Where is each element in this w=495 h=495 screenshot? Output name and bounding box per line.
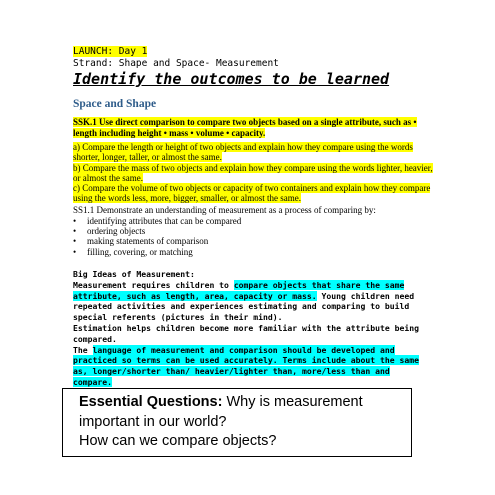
- paragraph-text: The: [73, 344, 93, 355]
- question-text: Why is measurement important in our world?: [79, 394, 363, 430]
- list-item-text: making statements of comparison: [87, 236, 209, 247]
- big-ideas-paragraph-3: [73, 345, 423, 388]
- ss11-bullet-list: [73, 216, 433, 258]
- highlighted-text: language of measurement and comparison should be developed and practiced so terms can be used accurately. Terms include about the same as, longer/shorter than/ heavier/lighter than, more/less than and compare.: [73, 344, 419, 387]
- essential-question-2: How can we compare objects?: [79, 433, 277, 449]
- section-title: Space and Shape: [73, 98, 157, 110]
- essential-question-1: [79, 393, 409, 432]
- list-item-text: identifying attributes that can be compared: [87, 215, 242, 226]
- big-ideas-heading: Big Ideas of Measurement:: [73, 269, 195, 279]
- ssk1-indicator: [73, 163, 433, 184]
- strand-label: Strand: Shape and Space- Measurement: [73, 58, 279, 69]
- essential-questions-label: Essential Questions:: [79, 394, 223, 410]
- launch-text: LAUNCH: Day 1: [73, 46, 148, 57]
- essential-questions: [79, 393, 409, 452]
- bullet-icon: •: [73, 236, 77, 247]
- big-ideas-paragraph-2: Estimation helps children become more familiar with the attribute being compared.: [73, 322, 419, 344]
- big-ideas-section: [73, 269, 423, 388]
- big-ideas-paragraph-1: [73, 280, 423, 323]
- list-item: [73, 247, 433, 257]
- highlighted-text: compare objects that share the same attribute, such as length, area, capacity or mass.: [73, 279, 405, 301]
- bullet-icon: •: [73, 246, 77, 257]
- list-item: [73, 236, 433, 246]
- ss11-statement: SS1.1 Demonstrate an understanding of measurement as a process of comparing by:: [73, 205, 376, 215]
- ssk1-indicator-text: b) Compare the mass of two objects and explain how they compare using the words lighter, heavier, or almost the same.: [73, 162, 433, 183]
- ssk1-indicator: [73, 142, 433, 163]
- launch-label: [73, 46, 147, 57]
- ssk1-indicator-text: a) Compare the length or height of two objects and explain how they compare using the words shorter, longer, taller, or almost the same.: [73, 142, 413, 163]
- ssk1-indicator: [73, 183, 433, 204]
- list-item-text: filling, covering, or matching: [87, 246, 193, 257]
- ssk1-indicator-text: c) Compare the volume of two objects or capacity of two containers and explain how they compare using the words less, more, bigger, smaller, or almost the same.: [73, 183, 431, 204]
- outcomes-heading: Identify the outcomes to be learned: [73, 70, 390, 88]
- bullet-icon: •: [73, 225, 77, 236]
- list-item: [73, 226, 433, 236]
- list-item: [73, 216, 433, 226]
- list-item-text: ordering objects: [87, 225, 146, 236]
- paragraph-text: Measurement requires children to: [73, 279, 234, 290]
- bullet-icon: •: [73, 215, 77, 226]
- ssk1-statement-text: SSK.1 Use direct comparison to compare two objects based on a single attribute, such as • length including height • mass • volume • capacity.: [73, 117, 417, 138]
- ssk1-statement: [73, 117, 433, 138]
- paragraph-text: Young children need repeated activities and experiences estimating and comparing to build special referents (pictures in their mind).: [73, 290, 415, 323]
- ss11-outcome: [73, 205, 433, 257]
- ssk1-indicator-list: [73, 142, 433, 204]
